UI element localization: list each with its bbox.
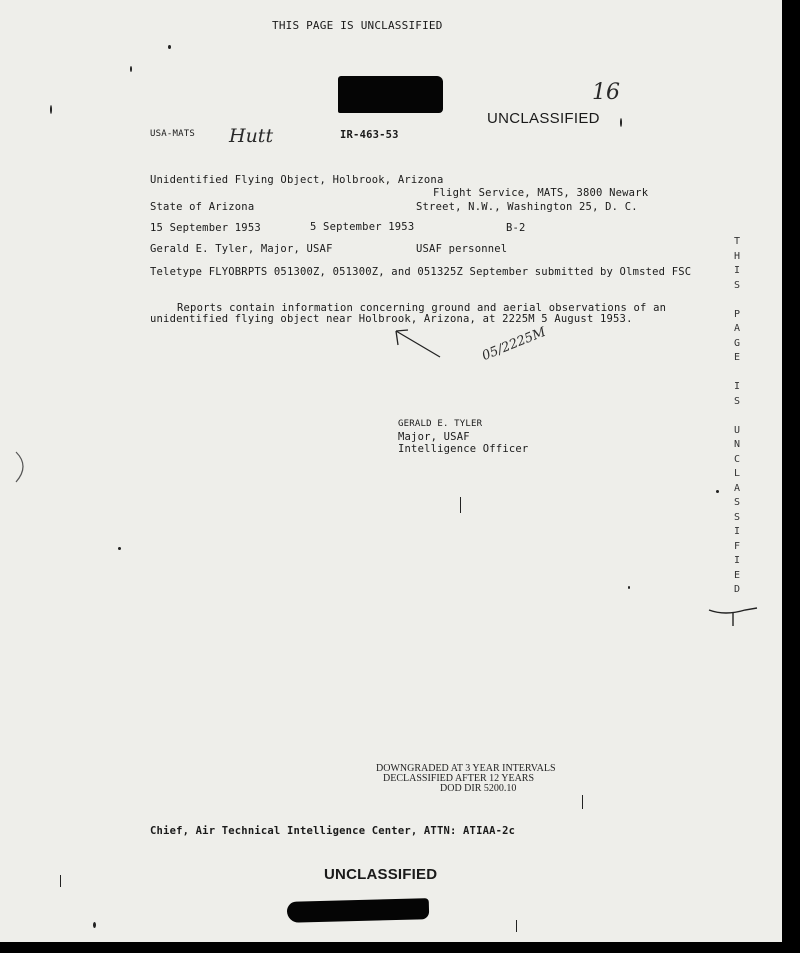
scan-speck	[628, 586, 630, 589]
scan-speck	[620, 118, 622, 127]
handwritten-note: 05/2225M	[480, 324, 549, 364]
redaction-bar-bottom	[287, 898, 430, 923]
side-stamp-letter: I	[733, 526, 741, 537]
evaluation-field: B-2	[506, 222, 526, 234]
prepared-by-field: Gerald E. Tyler, Major, USAF	[150, 243, 333, 255]
scan-speck	[130, 66, 132, 72]
source-type-field: USAF personnel	[416, 243, 508, 255]
summary-line-1: Reports contain information concerning ground and aerial observations of an	[177, 302, 667, 314]
date-of-information: 5 September 1953	[310, 221, 415, 233]
handwritten-initials: Hutt	[229, 125, 274, 147]
summary-line-2: unidentified flying object near Holbrook, Arizona, at 2225M 5 August 1953.	[150, 313, 633, 325]
scan-border-bottom	[0, 942, 800, 953]
date-of-report: 15 September 1953	[150, 222, 261, 234]
report-number: IR-463-53	[340, 129, 399, 141]
source-line-2: Street, N.W., Washington 25, D. C.	[416, 201, 638, 213]
distribution-line: Chief, Air Technical Intelligence Center, ATTN: ATIAA-2c	[150, 825, 516, 837]
redaction-bar-top	[338, 76, 443, 113]
side-stamp-letter: P	[733, 308, 741, 320]
punch-hole-mark-icon	[6, 448, 36, 488]
side-stamp-letter: F	[733, 540, 741, 552]
downgrade-stamp-line-1: DOWNGRADED AT 3 YEAR INTERVALS	[376, 763, 556, 774]
side-stamp-letter: S	[733, 511, 741, 523]
top-classification-banner: THIS PAGE IS UNCLASSIFIED	[272, 19, 443, 32]
downgrade-stamp-line-3: DOD DIR 5200.10	[440, 783, 517, 794]
side-stamp-letter: C	[733, 453, 741, 465]
source-line-1: Flight Service, MATS, 3800 Newark	[433, 187, 649, 199]
side-stamp-letter	[731, 293, 743, 308]
side-stamp-letter	[731, 409, 743, 424]
side-stamp-letter: S	[733, 497, 741, 508]
signature-title: Intelligence Officer	[398, 443, 529, 455]
origin-field: USA-MATS	[150, 129, 195, 139]
side-stamp-letter: U	[733, 424, 741, 436]
scan-speck	[93, 922, 96, 928]
side-stamp-letter: A	[733, 323, 741, 334]
side-stamp-letter: S	[733, 395, 741, 407]
side-stamp-letter: E	[733, 569, 741, 581]
scan-speck	[118, 547, 121, 550]
scan-speck	[716, 490, 719, 493]
side-classification-stamp	[731, 235, 743, 598]
scan-speck	[168, 45, 171, 49]
side-stamp-letter: I	[733, 381, 741, 392]
side-stamp-letter: L	[733, 468, 741, 479]
side-stamp-letter: H	[733, 250, 741, 262]
side-stamp-bracket-icon	[705, 590, 765, 630]
side-stamp-letter: N	[733, 439, 741, 450]
side-stamp-letter: E	[733, 352, 741, 363]
scan-speck	[516, 920, 517, 932]
side-stamp-letter: I	[733, 555, 741, 566]
downgrade-stamp-line-2: DECLASSIFIED AFTER 12 YEARS	[383, 773, 535, 784]
handwritten-arrow-icon	[388, 325, 448, 365]
side-stamp-letter: G	[733, 337, 741, 349]
scan-speck	[460, 497, 461, 513]
references-field: Teletype FLYOBRPTS 051300Z, 051300Z, and 051325Z September submitted by Olmsted FSC	[150, 266, 692, 278]
classification-label: UNCLASSIFIED	[487, 110, 600, 127]
side-stamp-letter: D	[733, 584, 741, 595]
scan-speck	[582, 795, 583, 809]
scan-border-right	[782, 0, 800, 953]
side-stamp-letter	[731, 366, 743, 381]
side-stamp-letter: A	[733, 482, 741, 494]
area-field: State of Arizona	[150, 201, 255, 213]
side-stamp-letter: I	[733, 265, 741, 276]
handwritten-page-number: 16	[592, 80, 620, 105]
subject-field: Unidentified Flying Object, Holbrook, Arizona	[150, 174, 444, 186]
signature-rank: Major, USAF	[398, 431, 470, 443]
side-stamp-letter: S	[733, 279, 741, 291]
signature-name: GERALD E. TYLER	[398, 419, 483, 429]
side-stamp-letter: T	[733, 236, 741, 247]
footer-classification-label: UNCLASSIFIED	[324, 866, 438, 883]
scan-speck	[50, 105, 52, 114]
scan-speck	[60, 875, 61, 887]
